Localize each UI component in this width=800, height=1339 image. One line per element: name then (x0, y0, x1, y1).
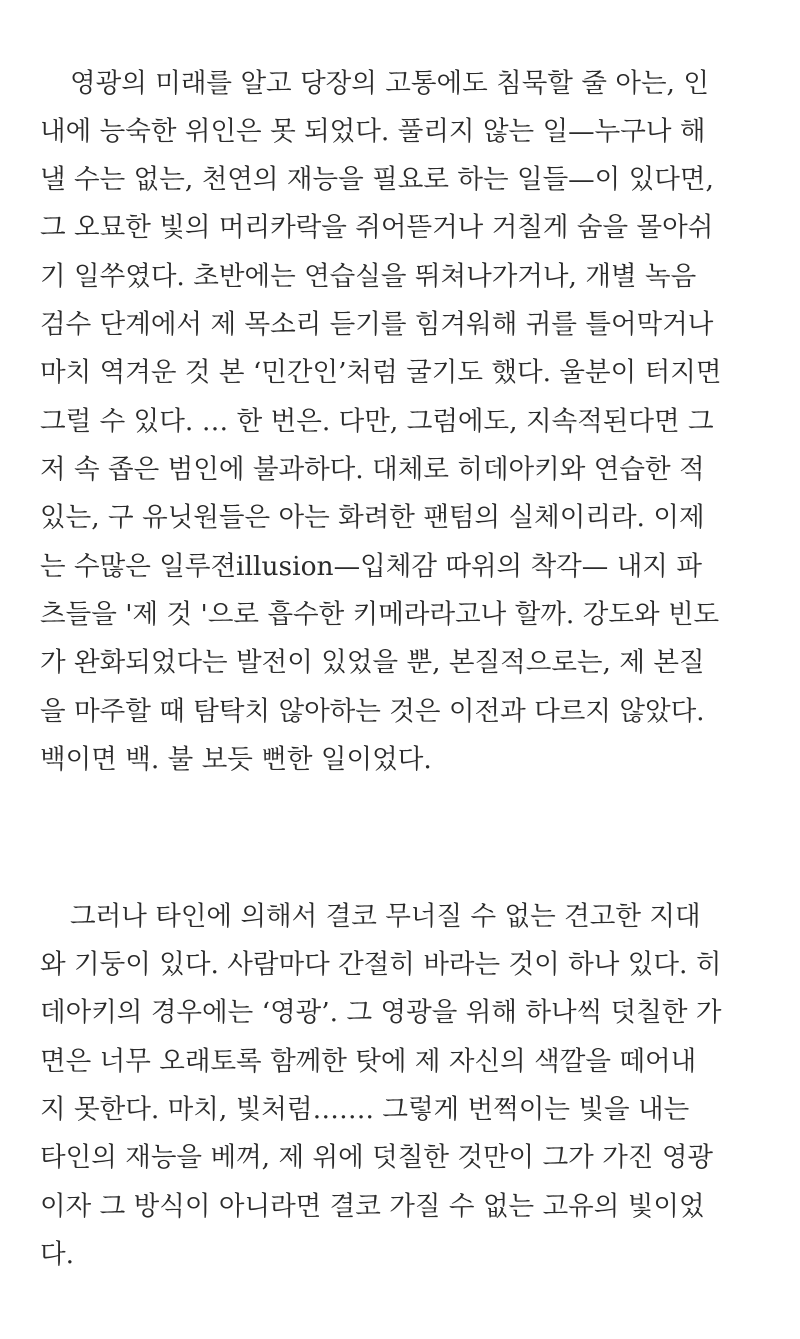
text-line: 타인의 재능을 베껴, 제 위에 덧칠한 것만이 그가 가진 영광 (40, 1142, 714, 1173)
text-line: 이자 그 방식이 아니라면 결코 가질 수 없는 고유의 빛이었 (40, 1191, 705, 1222)
text-line: 내에 능숙한 위인은 못 되었다. 풀리지 않는 일—누구나 해 (40, 116, 706, 147)
text-line: 낼 수는 없는, 천연의 재능을 필요로 하는 일들—이 있다면, (40, 164, 714, 195)
text-line: 그럴 수 있다. … 한 번은. 다만, 그럼에도, 지속적된다면 그 (40, 406, 714, 437)
text-line: 가 완화되었다는 발전이 있었을 뿐, 본질적으로는, 제 본질 (40, 647, 705, 678)
text-line: 그러나 타인에 의해서 결코 무너질 수 없는 견고한 지대 (70, 901, 701, 932)
text-line: 영광의 미래를 알고 당장의 고통에도 침묵할 줄 아는, 인 (70, 68, 709, 99)
text-line: 그 오묘한 빛의 머리카락을 쥐어뜯거나 거칠게 숨을 몰아쉬 (40, 212, 714, 243)
text-line: 데아키의 경우에는 ‘영광’. 그 영광을 위해 하나씩 덧칠한 가 (40, 997, 722, 1028)
text-line: 백이면 백. 불 보듯 뻔한 일이었다. (40, 744, 432, 775)
text-line: 기 일쑤였다. 초반에는 연습실을 뛰쳐나가거나, 개별 녹음 (40, 261, 697, 292)
text-line: 마치 역겨운 것 본 ‘민간인’처럼 굴기도 했다. 울분이 터지면 (40, 357, 722, 388)
text-line: 지 못한다. 마치, 빛처럼……. 그렇게 번쩍이는 빛을 내는 (40, 1094, 690, 1125)
text-line: 저 속 좁은 범인에 불과하다. 대체로 히데아키와 연습한 적 (40, 454, 705, 485)
text-line: 다. (40, 1239, 75, 1270)
text-line: 검수 단계에서 제 목소리 듣기를 힘겨워해 귀를 틀어막거나 (40, 309, 714, 340)
text-line: 는 수많은 일루젼illusion—입체감 따위의 착각— 내지 파 (40, 551, 702, 582)
text-line: 와 기둥이 있다. 사람마다 간절히 바라는 것이 하나 있다. 히 (40, 949, 722, 980)
text-line: 츠들을 '제 것 '으로 흡수한 키메라라고나 할까. 강도와 빈도 (40, 599, 720, 630)
text-line: 있는, 구 유닛원들은 아는 화려한 팬텀의 실체이리라. 이제 (40, 502, 705, 533)
text-line: 면은 너무 오래토록 함께한 탓에 제 자신의 색깔을 떼어내 (40, 1046, 697, 1077)
text-line: 을 마주할 때 탐탁치 않아하는 것은 이전과 다르지 않았다. (40, 696, 705, 727)
